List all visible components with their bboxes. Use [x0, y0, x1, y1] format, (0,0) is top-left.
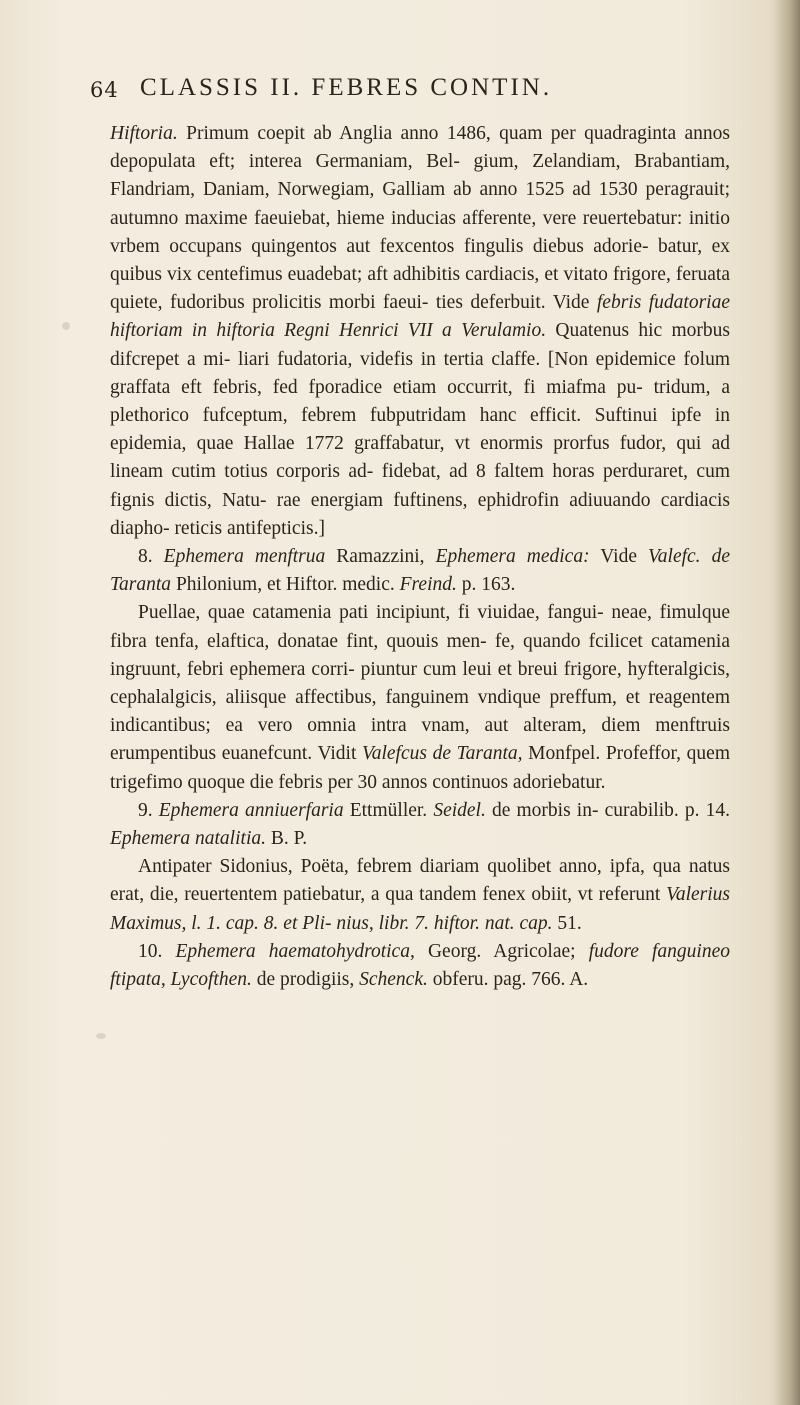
running-title: CLASSIS II. FEBRES CONTIN. — [140, 74, 553, 101]
italic-run: Seidel. — [433, 799, 486, 821]
text-run: Georg. Agricolae; — [414, 940, 589, 962]
body-text — [110, 120, 730, 994]
italic-run: Valerius Maximus, l. 1. cap. 8. et Pli- nius, libr. 7. hiftor. nat. cap. — [110, 884, 730, 934]
italic-run: Freind. — [399, 574, 457, 596]
ink-spot — [62, 322, 70, 330]
text-run: 51. — [552, 912, 582, 934]
text-run: Ramazzini, — [325, 546, 436, 568]
page-edge-shadow — [774, 0, 800, 1405]
entry-8 — [110, 543, 730, 599]
text-run: obferu. pag. 766. A. — [427, 969, 589, 991]
text-run: Quatenus hic morbus difcrepet a mi- liari fudatoria, videfis in tertia claffe. [Non epidemice folum graffata eft febris, fed fporadice etiam occurrit, fi miafma pu- tridum, a plethorico fufceptum, febrem fubputridam hanc efficit. Suftinui ipfe in epidemia, quae Hallae 1772 graffabatur, vt enormis prorfus fudor, qui ad lineam cutim totius corporis ad- fidebat, ad 8 faltem horas perduraret, cum fignis dictis, Natu- rae energiam fuftinens, ephidrofin adiuuando cardiacis diapho- reticis antifepticis.] — [110, 320, 730, 539]
italic-run: Ephemera anniuerfaria — [158, 799, 344, 821]
italic-run: fudore fanguineo ftipata, Lycofthen. — [110, 940, 730, 991]
text-run: p. 163. — [456, 574, 516, 596]
paragraph-historia — [110, 120, 730, 543]
entry-number: 10. — [138, 940, 176, 962]
text-run: Vide — [589, 546, 649, 568]
italic-run: Hiftoria. — [110, 123, 178, 144]
italic-run: Valefc. de Taranta — [110, 546, 730, 596]
entry-10 — [110, 938, 730, 994]
text-run: de morbis in- curabilib. p. 14. — [485, 799, 731, 821]
ink-spot — [96, 1033, 106, 1039]
text-run: Ettmüller. — [343, 799, 434, 821]
entry-number: 9. — [138, 799, 159, 821]
italic-run: Ephemera haematohydrotica, — [175, 940, 415, 962]
italic-run: Ephemera medica: — [435, 546, 590, 568]
text-run: Monfpel. Profeffor, quem trigefimo quoque die febris per 30 annos continuos adoriebatur. — [110, 743, 730, 793]
paragraph-puellae — [110, 599, 730, 796]
text-run: Puellae, quae catamenia pati incipiunt, fi viuidae, fangui- neae, fimulque fibra tenfa, elaftica, donatae fint, quouis men- fe, quando fcilicet catamenia ingruunt, febri ephemera corri- piuntur cum leui et breui frigore, hyfteralgicis, cephalalgicis, aliisque affectibus, fanguinem vndique preffum, et reagentem indicantibus; ea vero omnia intra vnam, aut alteram, diem menftruis erumpentibus euanefcunt. Vidit — [110, 602, 730, 765]
entry-number: 8. — [138, 546, 164, 568]
italic-run: febris fudatoriae hiftoriam in hiftoria Regni Henrici VII a Verulamio. — [110, 292, 730, 342]
text-run: Antipater Sidonius, Poëta, febrem diariam quolibet anno, ipfa, qua natus erat, die, reuertentem patiebatur, a qua tandem fenex obiit, vt referunt — [110, 856, 730, 906]
italic-run: Ephemera natalitia. — [110, 828, 266, 850]
text-run: de prodigiis, — [251, 969, 360, 991]
text-run: Primum coepit ab Anglia anno 1486, quam per quadraginta annos depopulata eft; interea Germaniam, Bel- gium, Zelandiam, Brabantiam, Flandriam, Daniam, Norwegiam, Galliam ab anno 1525 ad 1530 peragrauit; autumno maxime faeuiebat, hieme inducias afferente, vere reuertebatur: initio vrbem occupans quingentos aut fexcentos fingulis diebus adorie- batur, ex quibus vix centefimus euadebat; aft adhibitis cardiacis, et vitato frigore, feruata quiete, fudoribus prolicitis morbi faeui- ties deferbuit. Vide — [110, 123, 730, 314]
italic-run: Valefcus de Taranta, — [361, 743, 523, 765]
italic-run: Ephemera menftrua — [163, 546, 326, 568]
paragraph-antipater — [110, 853, 730, 938]
entry-9 — [110, 797, 730, 853]
page-header — [90, 70, 740, 110]
page-number: 64 — [90, 78, 119, 102]
italic-run: Schenck. — [359, 969, 428, 991]
text-run: Philonium, et Hiftor. medic. — [171, 574, 400, 596]
text-run: B. P. — [265, 828, 308, 850]
